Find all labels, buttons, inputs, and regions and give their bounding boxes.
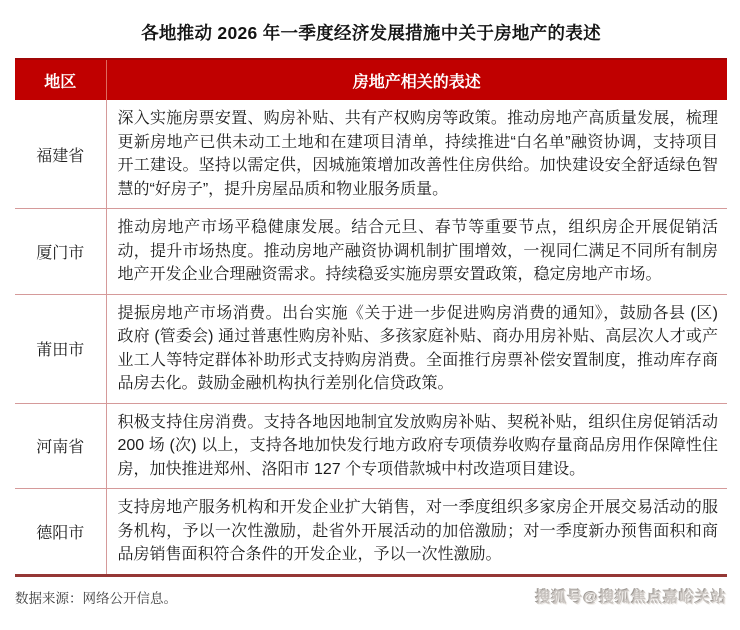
table-row-henan <box>15 403 727 489</box>
region-cell: 福建省 <box>15 100 106 209</box>
header-cell-region: 地区 <box>15 59 106 100</box>
table-header-row <box>15 59 727 100</box>
data-source-note: 数据来源：网络公开信息。 <box>15 590 177 606</box>
region-cell: 德阳市 <box>15 489 106 576</box>
policy-table <box>15 58 727 577</box>
page-title: 各地推动 2026 年一季度经济发展措施中关于房地产的表述 <box>141 23 601 43</box>
region-cell: 厦门市 <box>15 209 106 295</box>
watermark: 搜狐号@搜狐焦点嘉峪关站 <box>535 588 727 606</box>
description-cell: 深入实施房票安置、购房补贴、共有产权购房等政策。推动房地产高质量发展，梳理更新房地产已供未动工土地和在建项目清单，持续推进“白名单”融资协调，支持项目开工建设。坚持以需定供，因城施策增加改善性住房供给。加快建设安全舒适绿色智慧的“好房子”，提升房屋品质和物业服务质量。 <box>106 100 727 209</box>
region-cell: 河南省 <box>15 403 106 489</box>
table-row-fujian <box>15 100 727 209</box>
footer <box>15 586 727 607</box>
table-row-deyang <box>15 489 727 576</box>
table-row-putian <box>15 294 727 403</box>
description-cell: 推动房地产市场平稳健康发展。结合元旦、春节等重要节点，组织房企开展促销活动，提升市场热度。推动房地产融资协调机制扩围增效，一视同仁满足不同所有制房地产开发企业合理融资需求。持续稳妥实施房票安置政策，稳定房地产市场。 <box>106 209 727 295</box>
description-cell: 支持房地产服务机构和开发企业扩大销售，对一季度组织多家房企开展交易活动的服务机构，予以一次性激励，赴省外开展活动的加倍激励；对一季度新办预售面积和商品房销售面积符合条件的开发企业，予以一次性激励。 <box>106 489 727 576</box>
description-cell: 提振房地产市场消费。出台实施《关于进一步促进购房消费的通知》，鼓励各县 (区) 政府 (管委会) 通过普惠性购房补贴、多孩家庭补贴、商办用房补贴、高层次人才或产业工人等特定群体补助形式支持购房消费。全面推行房票补偿安置制度，推动库存商品房去化。鼓励金融机构执行差别化信贷政策。 <box>106 294 727 403</box>
header-cell-description: 房地产相关的表述 <box>106 59 727 100</box>
region-cell: 莆田市 <box>15 294 106 403</box>
table-row-xiamen <box>15 209 727 295</box>
description-cell: 积极支持住房消费。支持各地因地制宜发放购房补贴、契税补贴，组织住房促销活动 200 场 (次) 以上，支持各地加快发行地方政府专项债券收购存量商品房用作保障性住房，加快推进郑州、洛阳市 127 个专项借款城中村改造项目建设。 <box>106 403 727 489</box>
